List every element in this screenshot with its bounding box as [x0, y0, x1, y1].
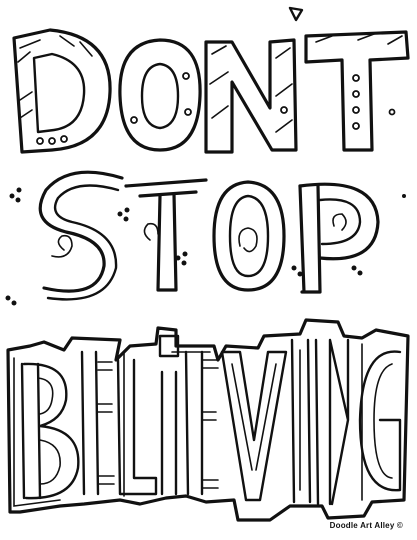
letter-n2	[316, 340, 362, 504]
letter-o	[120, 40, 200, 150]
letter-i	[160, 336, 178, 494]
credit-signature: Doodle Art Alley ©	[329, 521, 403, 530]
apostrophe-mark	[290, 8, 302, 20]
letter-g	[360, 352, 400, 491]
letter-n	[206, 40, 296, 152]
letter-i2	[292, 340, 310, 502]
letter-d	[14, 30, 110, 152]
letter-t	[306, 32, 408, 150]
sprinkle-dots	[6, 188, 407, 306]
letter-v	[222, 352, 286, 500]
letter-o2	[214, 182, 284, 290]
letter-t2	[126, 180, 206, 290]
word-stop	[6, 172, 407, 305]
word-believing	[8, 320, 408, 520]
letter-s	[40, 172, 122, 299]
letter-e2	[186, 352, 218, 494]
letter-b	[22, 364, 78, 498]
letter-p	[300, 184, 378, 292]
word-dont	[14, 8, 408, 152]
letter-e	[82, 352, 114, 494]
